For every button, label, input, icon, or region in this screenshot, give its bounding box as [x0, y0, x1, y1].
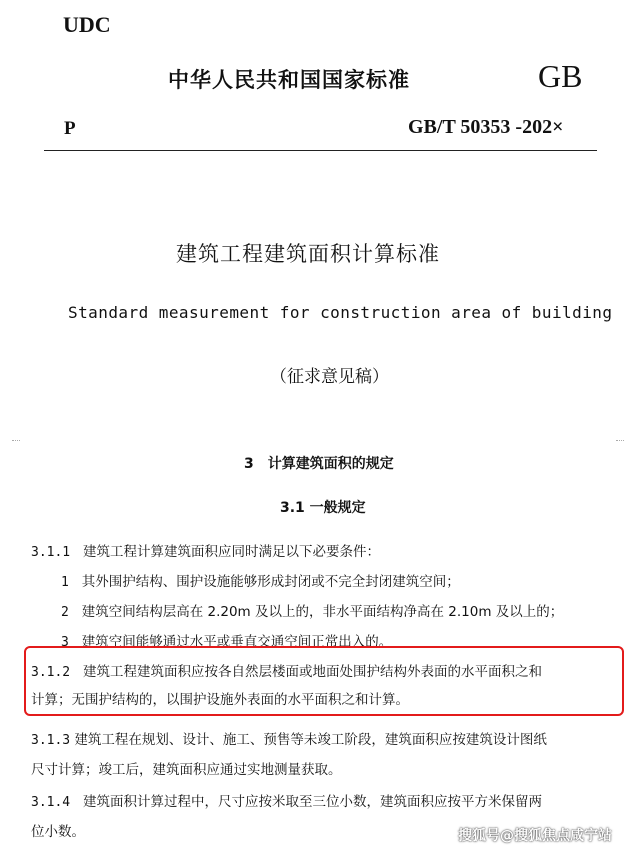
- clause-3-1-3-line-1: [31, 728, 547, 748]
- clause-text: 建筑面积计算过程中，尺寸应按米取至三位小数，建筑面积应按平方米保留两: [83, 794, 543, 810]
- item-text: 其外围护结构、围护设施能够形成封闭或不完全封闭建筑空间；: [81, 574, 460, 590]
- gb-mark: GB: [538, 58, 583, 94]
- item-text: 建筑空间结构层高在 2.20m 及以上的，非水平面结构净高在 2.10m 及以上的；: [81, 604, 564, 620]
- clause-text: 建筑工程建筑面积应按各自然层楼面或地面处围护结构外表面的水平面积之和: [83, 664, 543, 680]
- page-break-mark-right: [616, 440, 624, 441]
- item-number: 3: [61, 635, 69, 650]
- national-standard-heading: 中华人民共和国国家标准: [168, 67, 410, 92]
- clause-text: 建筑工程在规划、设计、施工、预售等未竣工阶段，建筑面积应按建筑设计图纸: [74, 732, 547, 748]
- clause-3-1-1: [31, 540, 380, 560]
- clause-3-1-1-item-2: [61, 600, 563, 620]
- clause-3-1-4-line-2: 位小数。: [31, 824, 85, 840]
- clause-number: 3.1.1: [31, 545, 71, 560]
- section-heading: 3.1 一般规定: [280, 500, 366, 516]
- clause-3-1-2-line-2: 计算；无围护结构的，以围护设施外表面的水平面积之和计算。: [31, 692, 409, 708]
- header-divider: [44, 150, 597, 151]
- document-title-cn: 建筑工程建筑面积计算标准: [176, 242, 440, 266]
- standard-number: GB/T 50353 -202×: [408, 116, 564, 138]
- item-text: 建筑空间能够通过水平或垂直交通空间正常出入的。: [81, 634, 393, 650]
- draft-note: （征求意见稿）: [270, 367, 389, 387]
- clause-3-1-2-line-1: [31, 660, 542, 680]
- item-number: 1: [61, 575, 69, 590]
- clause-3-1-1-item-1: [61, 570, 460, 590]
- clause-number: 3.1.2: [31, 665, 71, 680]
- clause-3-1-3-line-2: 尺寸计算；竣工后，建筑面积应通过实地测量获取。: [31, 762, 342, 778]
- clause-3-1-4-line-1: [31, 790, 542, 810]
- document-title-en: Standard measurement for construction area of building: [68, 303, 613, 322]
- item-number: 2: [61, 605, 69, 620]
- watermark: 搜狐号@搜狐焦点咸宁站: [458, 828, 612, 844]
- chapter-heading: 3 计算建筑面积的规定: [244, 456, 394, 472]
- clause-number: 3.1.3: [31, 733, 71, 748]
- udc-label: UDC: [63, 12, 111, 37]
- classification-code: P: [64, 118, 76, 139]
- clause-text: 建筑工程计算建筑面积应同时满足以下必要条件：: [83, 544, 381, 560]
- clause-number: 3.1.4: [31, 795, 71, 810]
- page-break-mark-left: [12, 440, 20, 441]
